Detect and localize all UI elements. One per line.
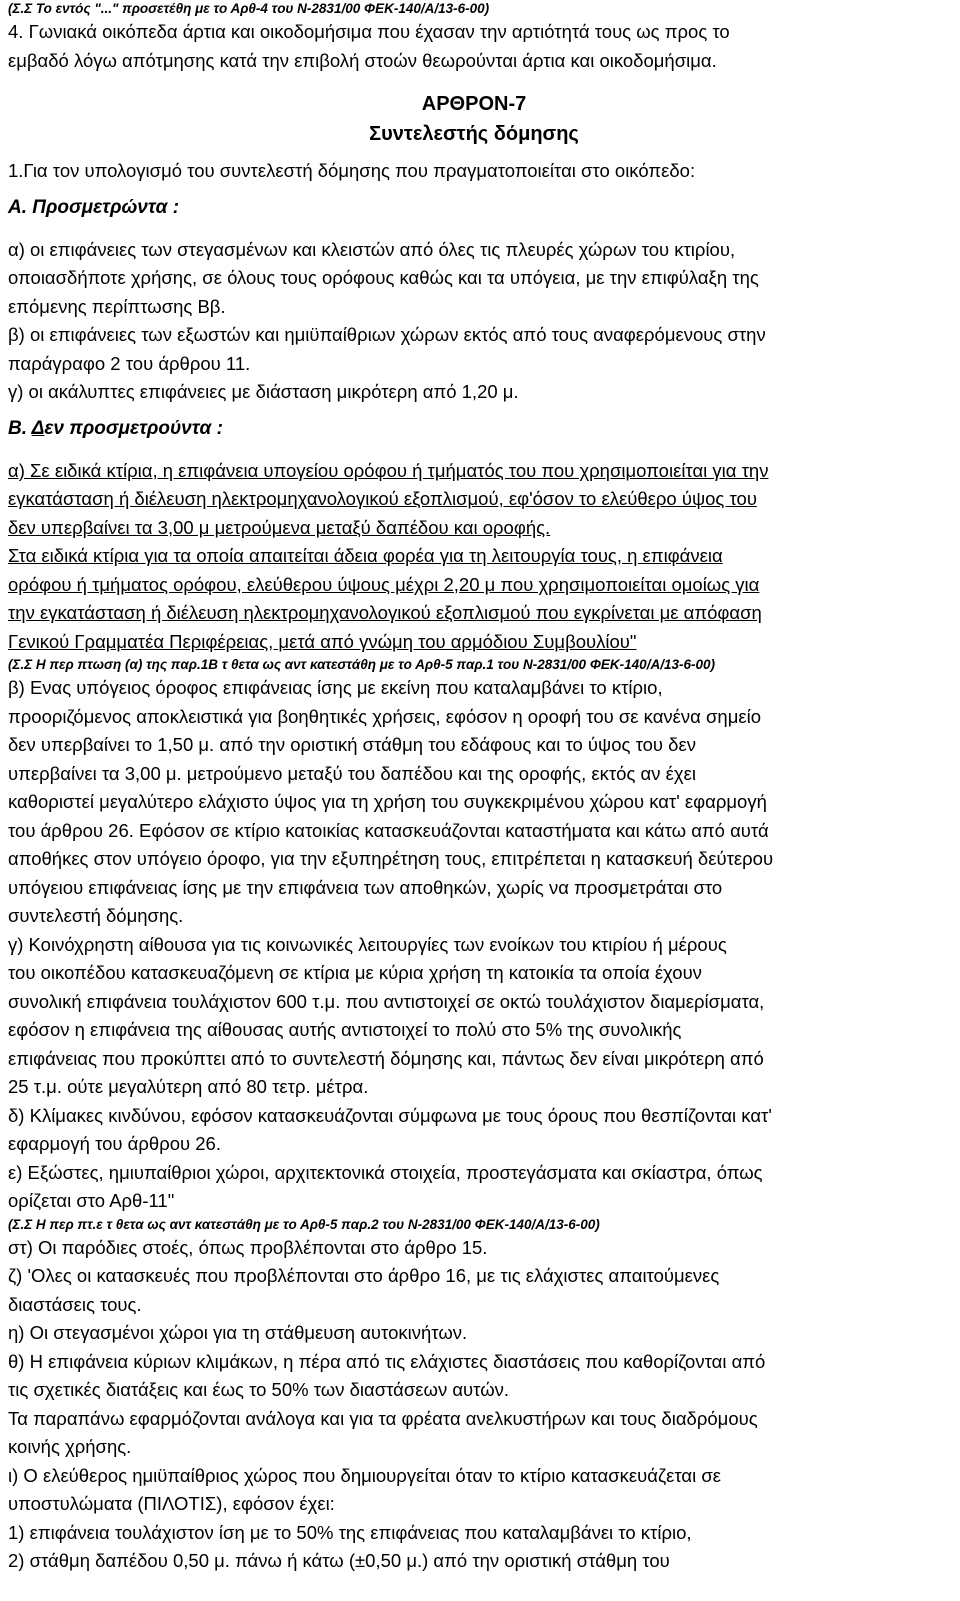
- section-b-heading-prefix: Β.: [8, 417, 32, 439]
- section-b-line: στ) Οι παρόδιες στοές, όπως προβλέπονται στο άρθρο 15.: [8, 1236, 488, 1258]
- intro-line: 1.Για τον υπολογισμό του συντελεστή δόμησης που πραγματοποιείται στο οικόπεδο:: [8, 160, 696, 181]
- section-b-heading: [8, 415, 940, 443]
- section-b-line: δεν υπερβαίνει το 1,50 μ. από την οριστική στάθμη του εδάφους και το ύψος του δεν: [8, 734, 696, 755]
- section-b-line: αποθήκες στον υπόγειο όροφο, για την εξυπηρέτηση τους, επιτρέπεται η κατασκευή δεύτερου: [8, 848, 774, 869]
- para4-line-1: 4. Γωνιακά οικόπεδα άρτια και οικοδομήσιμα που έχασαν την αρτιότητά τους ως προς το: [8, 21, 730, 42]
- section-b-line: Γενικού Γραμματέα Περιφέρειας, μετά από γνώμη του αρμόδιου Συμβουλίου": [8, 630, 637, 652]
- section-b-line: εφόσον η επιφάνεια της αίθουσας αυτής αντιστοιχεί το πολύ στο 5% της συνολικής: [8, 1019, 682, 1040]
- section-b-block2: [8, 674, 940, 1216]
- section-b-line: διαστάσεις τους.: [8, 1293, 142, 1315]
- section-b-line: καθοριστεί μεγαλύτερο ελάχιστο ύψος για τη χρήση του συγκεκριμένου χώρου κατ' εφαρμογή: [8, 791, 767, 812]
- section-b-line: 25 τ.μ. ούτε μεγαλύτερη από 80 τετρ. μέτρα.: [8, 1076, 369, 1097]
- amendment-note-2: (Σ.Σ Η περ πτ.ε τ θετα ως αντ κατεστάθη με το Αρθ-5 παρ.2 του Ν-2831/00 ΦΕΚ-140/Α/13-6-00): [8, 1216, 600, 1232]
- section-b-line: θ) Η επιφάνεια κύριων κλιμάκων, η πέρα από τις ελάχιστες διαστάσεις που καθορίζονται από: [8, 1350, 766, 1372]
- section-a-line: γ) οι ακάλυπτες επιφάνειες με διάσταση μικρότερη από 1,20 μ.: [8, 381, 519, 402]
- amendment-note-1: (Σ.Σ Η περ πτωση (α) της παρ.1Β τ θετα ως αντ κατεστάθη με το Αρθ-5 παρ.1 του Ν-2831/00 ΦΕΚ-140/Α/13-6-00): [8, 657, 715, 672]
- section-b-line: 1) επιφάνεια τουλάχιστον ίση με το 50% της επιφάνειας που καταλαμβάνει το κτίριο,: [8, 1521, 692, 1543]
- section-a-line: α) οι επιφάνειες των στεγασμένων και κλειστών από όλες τις πλευρές χώρων του κτιρίου,: [8, 238, 736, 260]
- section-b-line: ι) Ο ελεύθερος ημιϋπαίθριος χώρος που δημιουργείται όταν το κτίριο κατασκευάζεται σε: [8, 1464, 722, 1486]
- section-b-line: Στα ειδικά κτίρια για τα οποία απαιτείται άδεια φορέα για τη λειτουργία τους, η επιφάνεια: [8, 545, 723, 566]
- section-a-line: επόμενης περίπτωσης Ββ.: [8, 295, 226, 317]
- section-b-line: εγκατάσταση ή διέλευση ηλεκτρομηχανολογικού εξοπλισμού, εφ'όσον το ελεύθερο ύψος του: [8, 488, 757, 509]
- section-b-line: κοινής χρήσης.: [8, 1436, 132, 1457]
- section-b-block3: [8, 1234, 940, 1576]
- article-title: Συντελεστής δόμησης: [369, 123, 579, 145]
- section-a-line: παράγραφο 2 του άρθρου 11.: [8, 352, 251, 374]
- section-b-line: συντελεστή δόμησης.: [8, 905, 184, 926]
- section-b-line: 2) στάθμη δαπέδου 0,50 μ. πάνω ή κάτω (±0,50 μ.) από την οριστική στάθμη του: [8, 1550, 670, 1571]
- section-b-line: ορίζεται στο Αρθ-11": [8, 1190, 175, 1211]
- section-a-line: β) οι επιφάνειες των εξωστών και ημιϋπαίθριων χώρων εκτός από τους αναφερόμενους στην: [8, 324, 766, 345]
- section-b-heading-underlined: Δ: [31, 417, 45, 439]
- section-b-line: Τα παραπάνω εφαρμόζονται ανάλογα και για τα φρέατα ανελκυστήρων και τους διαδρόμους: [8, 1407, 758, 1429]
- section-a-list: [8, 236, 940, 407]
- section-b-block1: [8, 457, 940, 657]
- section-b-line: η) Οι στεγασμένοι χώροι για τη στάθμευση αυτοκινήτων.: [8, 1322, 468, 1343]
- section-b-line: α) Σε ειδικά κτίρια, η επιφάνεια υπογείου ορόφου ή τμήματός του που χρησιμοποιείται για την: [8, 459, 769, 481]
- section-b-line: ζ) 'Ολες οι κατασκευές που προβλέπονται στο άρθρο 16, με τις ελάχιστες απαιτούμενες: [8, 1265, 720, 1286]
- section-b-line: του οικοπέδου κατασκευαζόμενη σε κτίρια με κύρια χρήση τη κατοικία τα οποία έχουν: [8, 962, 702, 983]
- section-b-line: υπόγειου επιφάνειας ίσης με την επιφάνεια των αποθηκών, χωρίς να προσμετράται στο: [8, 876, 723, 898]
- section-b-line: προοριζόμενος αποκλειστικά για βοηθητικές χρήσεις, εφόσον η οροφή του σε κανένα σημείο: [8, 705, 761, 727]
- section-b-line: εφαρμογή του άρθρου 26.: [8, 1133, 221, 1154]
- section-b-heading-rest: εν προσμετρούντα :: [44, 417, 223, 439]
- section-b-line: την εγκατάσταση ή διέλευση ηλεκτρομηχανολογικού εξοπλισμού που εγκρίνεται με απόφαση: [8, 602, 762, 623]
- amendment-note-top: (Σ.Σ Το εντός "..." προσετέθη με το Αρθ-4 του Ν-2831/00 ΦΕΚ-140/Α/13-6-00): [8, 1, 490, 16]
- section-b-line: ορόφου ή τμήματος ορόφου, ελεύθερου ύψους μέχρι 2,20 μ που χρησιμοποιείται ομοίως για: [8, 573, 760, 595]
- section-b-line: δ) Κλίμακες κινδύνου, εφόσον κατασκευάζονται σύμφωνα με τους όρους που θεσπίζονται κατ': [8, 1104, 772, 1126]
- section-b-line: δεν υπερβαίνει τα 3,00 μ μετρούμενα μεταξύ δαπέδου και οροφής.: [8, 516, 551, 538]
- section-b-line: β) Ενας υπόγειος όροφος επιφάνειας ίσης με εκείνη που καταλαμβάνει το κτίριο,: [8, 677, 663, 698]
- section-b-line: ε) Εξώστες, ημιυπαίθριοι χώροι, αρχιτεκτονικά στοιχεία, προστεγάσματα και σκίαστρα, όπως: [8, 1161, 763, 1183]
- section-b-line: συνολική επιφάνεια τουλάχιστον 600 τ.μ. που αντιστοιχεί σε οκτώ τουλάχιστον διαμερίσματα,: [8, 990, 765, 1012]
- section-b-line: υπερβαίνει τα 3,00 μ. μετρούμενο μεταξύ του δαπέδου και της οροφής, εκτός αν έχει: [8, 762, 696, 784]
- section-b-line: υποστυλώματα (ΠΙΛΟΤΙΣ), εφόσον έχει:: [8, 1493, 335, 1514]
- section-b-line: τις σχετικές διατάξεις και έως το 50% των διαστάσεων αυτών.: [8, 1379, 510, 1400]
- article-heading: ΑΡΘΡΟΝ-7: [421, 93, 527, 115]
- para4-line-2: εμβαδό λόγω απότμησης κατά την επιβολή στοών θεωρούνται άρτια και οικοδομήσιμα.: [8, 49, 717, 71]
- section-a-line: οποιασδήποτε χρήσης, σε όλους τους ορόφους καθώς και τα υπόγεια, με την επιφύλαξη της: [8, 267, 759, 288]
- section-a-heading: Α. Προσμετρώντα :: [8, 196, 180, 218]
- section-b-line: επιφάνειας που προκύπτει από το συντελεστή δόμησης και, πάντως δεν είναι μικρότερη από: [8, 1047, 764, 1069]
- section-b-line: του άρθρου 26. Εφόσον σε κτίριο κατοικίας κατασκευάζονται καταστήματα και κάτω από αυτά: [8, 819, 769, 841]
- section-b-line: γ) Κοινόχρηστη αίθουσα για τις κοινωνικές λειτουργίες των ενοίκων του κτιρίου ή μέρους: [8, 933, 727, 955]
